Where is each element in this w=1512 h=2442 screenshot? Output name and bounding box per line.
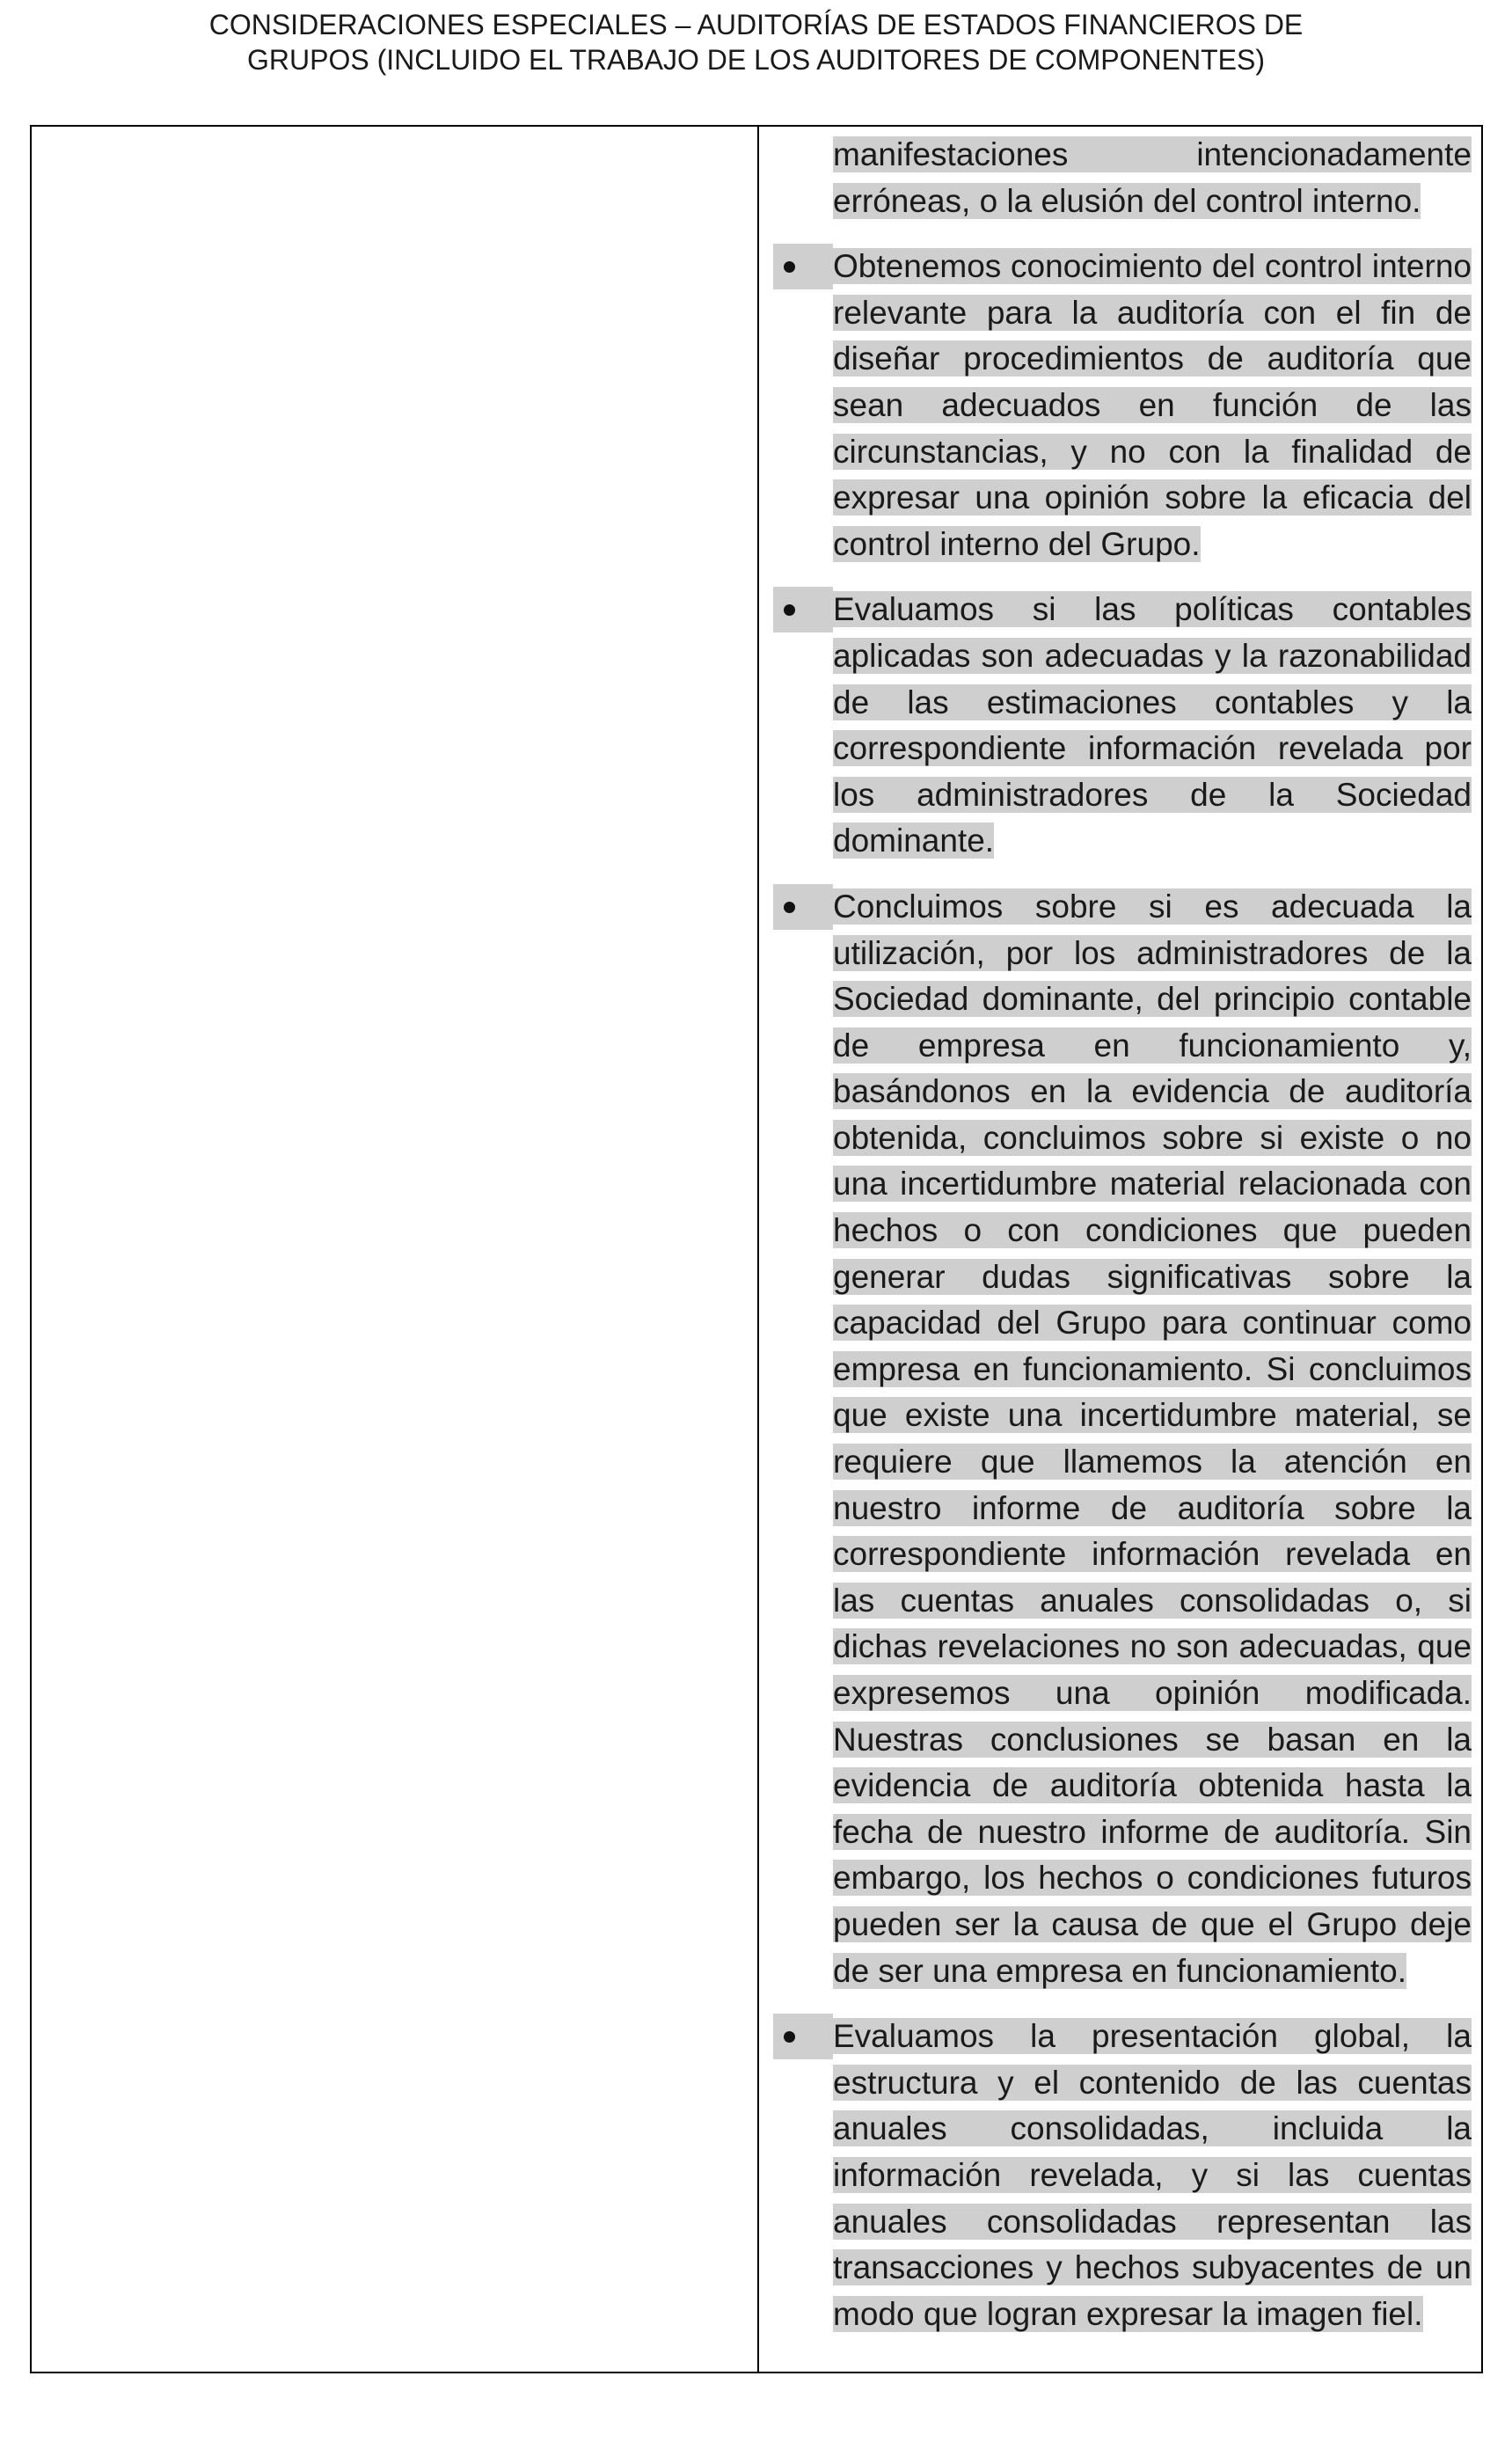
continued-paragraph-text: manifestaciones intencionadamente erróneas, o la elusión del control interno. bbox=[833, 136, 1472, 219]
bullet-item bbox=[773, 884, 1472, 1994]
continued-paragraph bbox=[773, 132, 1472, 224]
left-column-cell bbox=[32, 127, 757, 2372]
bullet-text: Evaluamos si las políticas contables aplicadas son adecuadas y la razonabilidad de las estimaciones contables y la correspondiente información revelada por los administradores de la Sociedad dominante. bbox=[833, 591, 1472, 859]
bullet-icon bbox=[773, 2014, 833, 2059]
bullet-text: Concluimos sobre si es adecuada la utilización, por los administradores de la Sociedad dominante, del principio contable de empresa en funcionamiento y, basándonos en la evidencia de auditoría obtenida, concluimos sobre si existe o no una incertidumbre material relacionada con hechos o con condiciones que pueden generar dudas significativas sobre la capacidad del Grupo para continuar como empresa en funcionamiento. Si concluimos que existe una incertidumbre material, se requiere que llamemos la atención en nuestro informe de auditoría sobre la correspondiente información revelada en las cuentas anuales consolidadas o, si dichas revelaciones no son adecuadas, que expresemos una opinión modificada. Nuestras conclusiones se basan en la evidencia de auditoría obtenida hasta la fecha de nuestro informe de auditoría. Sin embargo, los hechos o condiciones futuros pueden ser la causa de que el Grupo deje de ser una empresa en funcionamiento. bbox=[833, 888, 1472, 1989]
bullet-icon bbox=[773, 587, 833, 632]
column-divider bbox=[757, 127, 759, 2372]
bullet-text: Evaluamos la presentación global, la estructura y el contenido de las cuentas anuales consolidadas, incluida la información revelada, y si las cuentas anuales consolidadas representan las transacciones y hechos subyacentes de un modo que logran expresar la imagen fiel. bbox=[833, 2018, 1472, 2332]
two-column-table bbox=[30, 125, 1483, 2373]
bullet-icon bbox=[773, 884, 833, 930]
bullet-icon bbox=[773, 244, 833, 289]
bullet-item bbox=[773, 244, 1472, 567]
right-column-cell bbox=[773, 132, 1472, 2337]
bullet-item bbox=[773, 587, 1472, 865]
bullet-item bbox=[773, 2014, 1472, 2337]
bullet-text: Obtenemos conocimiento del control interno relevante para la auditoría con el fin de diseñar procedimientos de auditoría que sean adecuados en función de las circunstancias, y no con la finalidad de expresar una opinión sobre la eficacia del control interno del Grupo. bbox=[833, 248, 1472, 562]
header-title-line-2: GRUPOS (INCLUIDO EL TRABAJO DE LOS AUDITORES DE COMPONENTES) bbox=[247, 44, 1265, 76]
page-header bbox=[0, 7, 1512, 77]
header-title-line-1: CONSIDERACIONES ESPECIALES – AUDITORÍAS DE ESTADOS FINANCIEROS DE bbox=[208, 9, 1304, 40]
